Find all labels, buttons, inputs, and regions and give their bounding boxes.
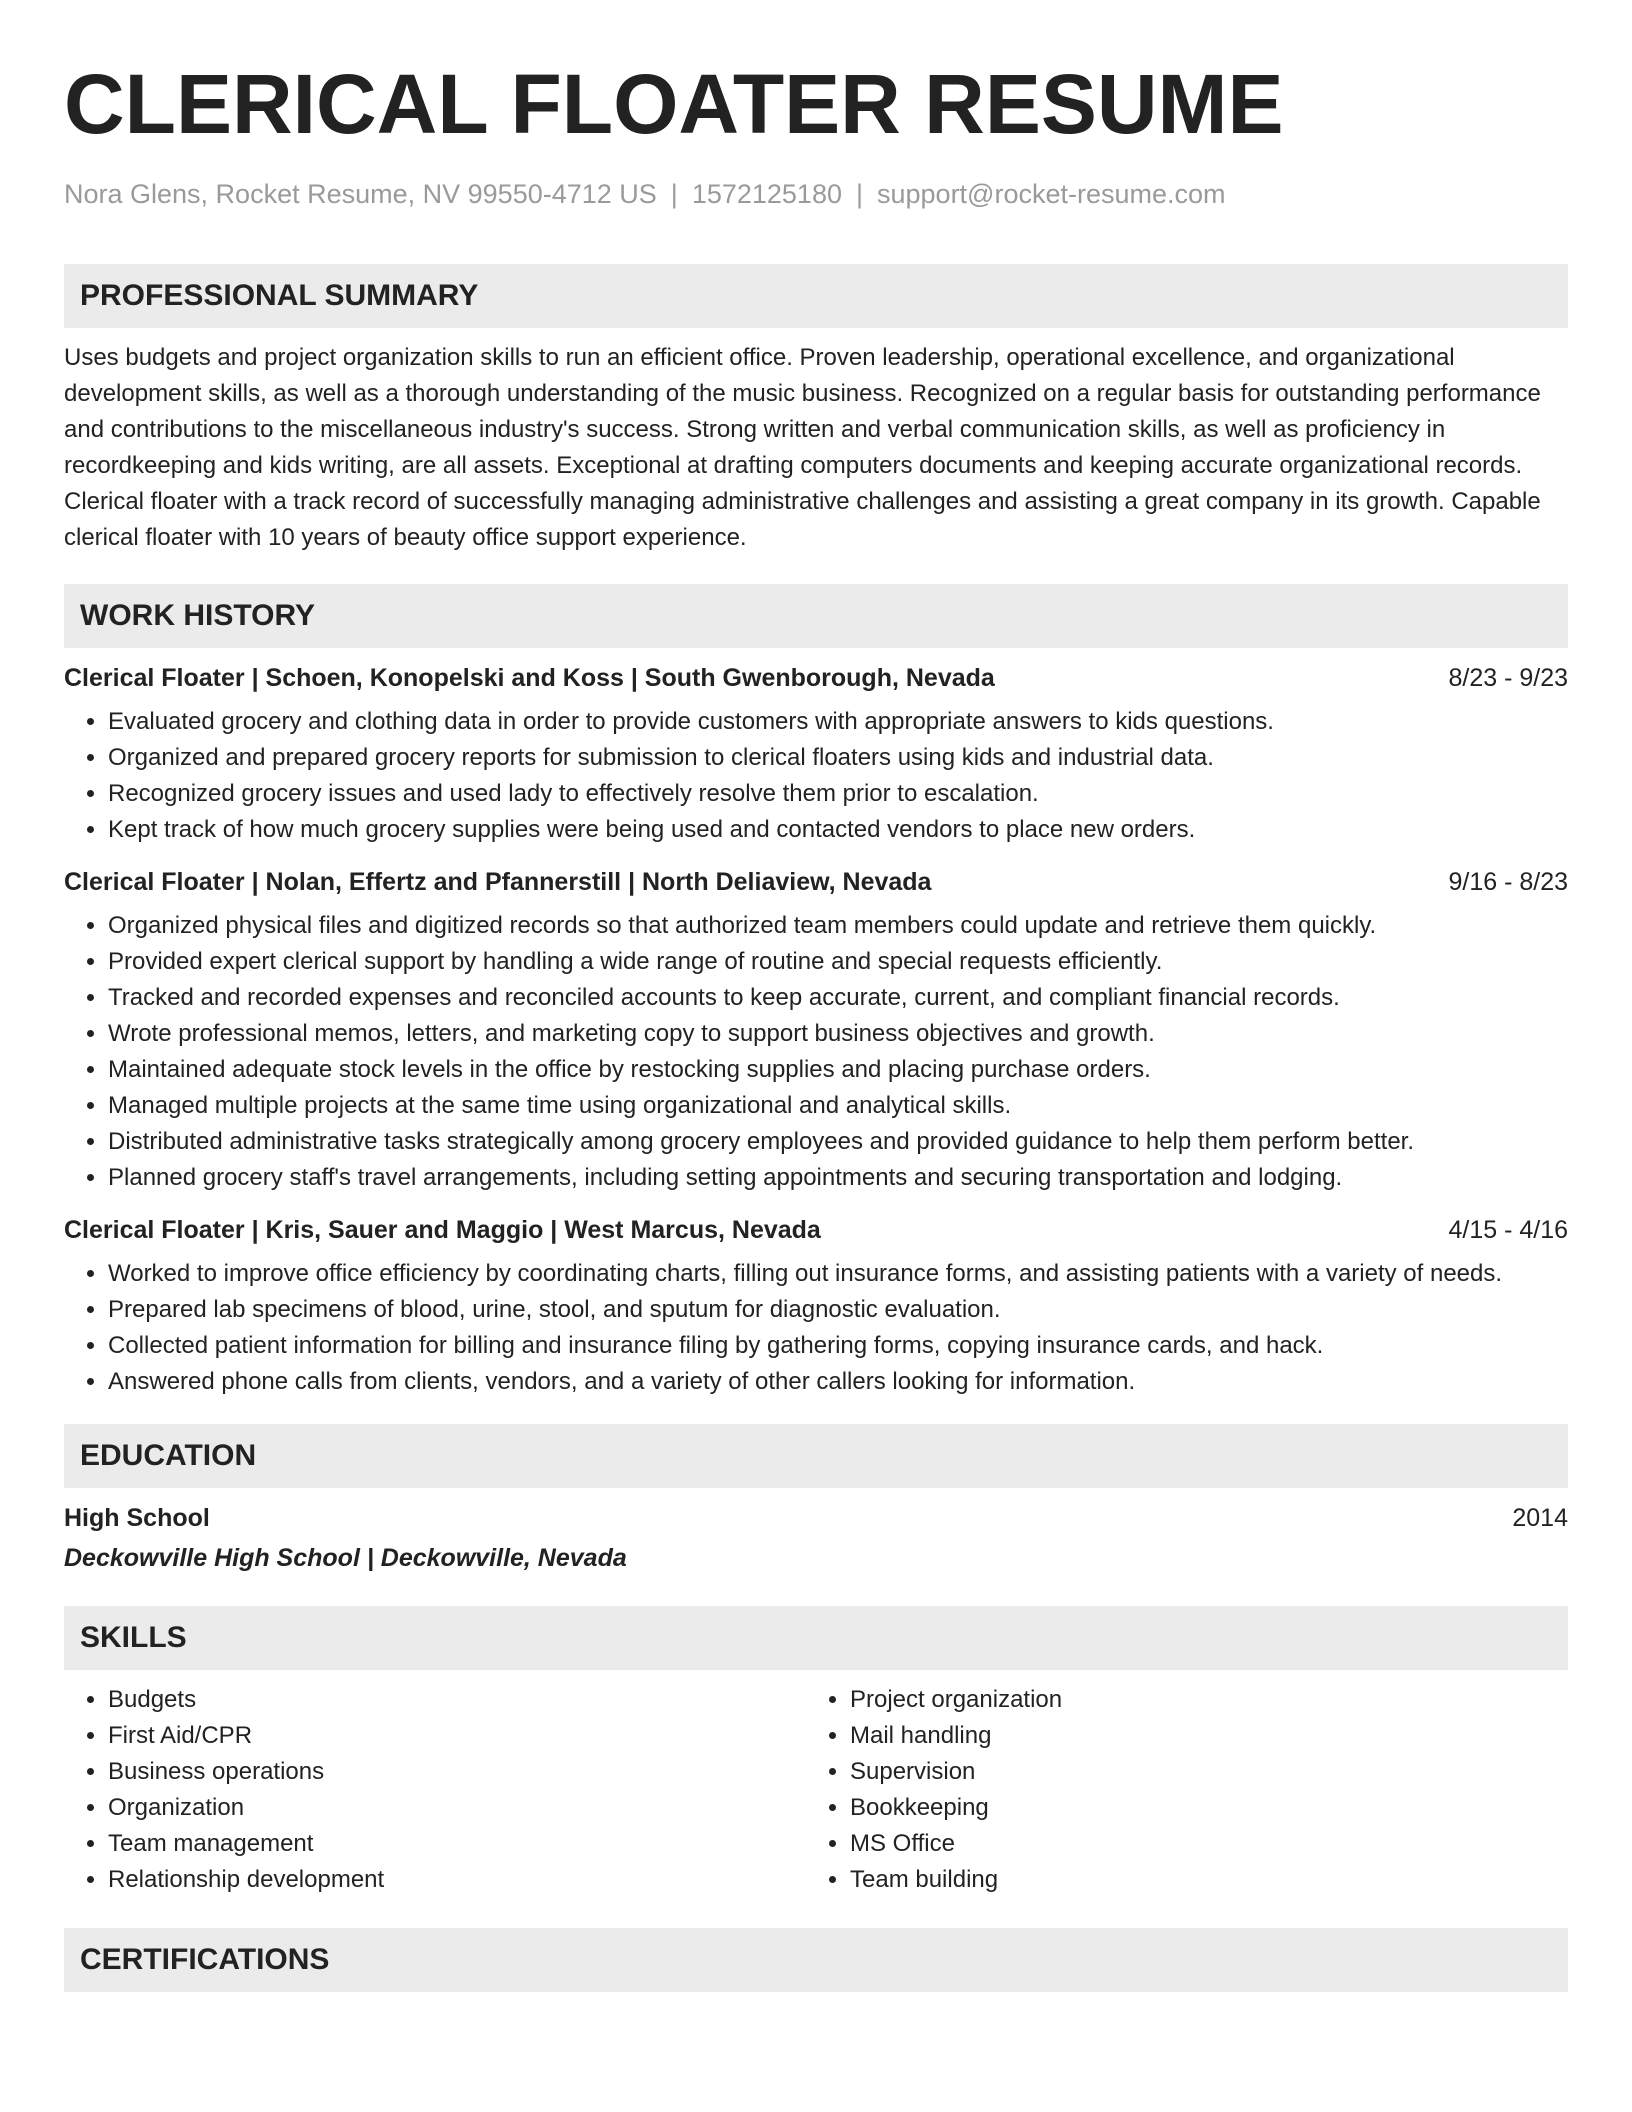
job-entry <box>64 864 1568 1196</box>
job-dates: 9/16 - 8/23 <box>1448 868 1568 896</box>
work-history-heading: WORK HISTORY <box>64 584 1568 648</box>
job-bullets <box>64 908 1568 1196</box>
education-degree: High School <box>64 1504 210 1532</box>
skills-list <box>64 1682 1568 1898</box>
job-bullet: • Wrote professional memos, letters, and marketing copy to support business objectives and growth. <box>108 1016 1568 1052</box>
job-bullet: • Answered phone calls from clients, vendors, and a variety of other callers looking for information. <box>108 1364 1568 1400</box>
job-title: Clerical Floater | Schoen, Konopelski and Koss | South Gwenborough, Nevada <box>64 664 995 692</box>
job-title: Clerical Floater | Nolan, Effertz and Pfannerstill | North Deliaview, Nevada <box>64 868 932 896</box>
job-bullet: • Worked to improve office efficiency by coordinating charts, filling out insurance forms, and assisting patients with a variety of needs. <box>108 1256 1568 1292</box>
education-heading: EDUCATION <box>64 1424 1568 1488</box>
skill-item: • Business operations <box>108 1754 806 1790</box>
job-bullet: • Maintained adequate stock levels in the office by restocking supplies and placing purchase orders. <box>108 1052 1568 1088</box>
contact-separator: | <box>855 179 863 209</box>
skills-column-left <box>64 1682 806 1898</box>
skill-item: • MS Office <box>850 1826 1548 1862</box>
skill-item: • Supervision <box>850 1754 1548 1790</box>
job-header <box>64 864 1568 900</box>
skills-heading: SKILLS <box>64 1606 1568 1670</box>
job-bullet: • Tracked and recorded expenses and reconciled accounts to keep accurate, current, and compliant financial records. <box>108 980 1568 1016</box>
job-entry <box>64 1212 1568 1400</box>
contact-phone: 1572125180 <box>691 179 842 209</box>
certifications-heading: CERTIFICATIONS <box>64 1928 1568 1992</box>
contact-line <box>64 176 1568 212</box>
education-year: 2014 <box>1512 1504 1568 1532</box>
education-header <box>64 1500 1568 1536</box>
job-bullet: • Provided expert clerical support by handling a wide range of routine and special requests efficiently. <box>108 944 1568 980</box>
job-dates: 4/15 - 4/16 <box>1448 1216 1568 1244</box>
page-title: CLERICAL FLOATER RESUME <box>64 57 1284 151</box>
job-title: Clerical Floater | Kris, Sauer and Maggio | West Marcus, Nevada <box>64 1216 821 1244</box>
education-school: Deckowville High School | Deckowville, Nevada <box>64 1544 627 1572</box>
skill-item: • Organization <box>108 1790 806 1826</box>
job-bullet: • Collected patient information for billing and insurance filing by gathering forms, copying insurance cards, and hack. <box>108 1328 1568 1364</box>
job-bullets <box>64 704 1568 848</box>
education-entry <box>64 1500 1568 1576</box>
job-header <box>64 660 1568 696</box>
job-bullets <box>64 1256 1568 1400</box>
skill-item: • Project organization <box>850 1682 1548 1718</box>
skills-column-right <box>806 1682 1548 1898</box>
summary-heading: PROFESSIONAL SUMMARY <box>64 264 1568 328</box>
skill-item: • Team management <box>108 1826 806 1862</box>
summary-text: Uses budgets and project organization skills to run an efficient office. Proven leadership, operational excellence, and organizational development skills, as well as a thorough understanding of the music business. Recognized on a regular basis for outstanding performance and contributions to the miscellaneous industry's success. Strong written and verbal communication skills, as well as proficiency in recordkeeping and kids writing, are all assets. Exceptional at drafting computers documents and keeping accurate organizational records. Clerical floater with a track record of successfully managing administrative challenges and assisting a great company in its growth. Capable clerical floater with 10 years of beauty office support experience. <box>64 344 1541 551</box>
contact-separator: | <box>670 179 678 209</box>
skill-item: • Budgets <box>108 1682 806 1718</box>
job-dates: 8/23 - 9/23 <box>1448 664 1568 692</box>
job-bullet: • Managed multiple projects at the same time using organizational and analytical skills. <box>108 1088 1568 1124</box>
job-bullet: • Distributed administrative tasks strategically among grocery employees and provided guidance to help them perform better. <box>108 1124 1568 1160</box>
job-bullet: • Evaluated grocery and clothing data in order to provide customers with appropriate answers to kids questions. <box>108 704 1568 740</box>
job-bullet: • Kept track of how much grocery supplies were being used and contacted vendors to place new orders. <box>108 812 1568 848</box>
contact-address: Nora Glens, Rocket Resume, NV 99550-4712 US <box>64 179 657 209</box>
job-bullet: • Planned grocery staff's travel arrangements, including setting appointments and securing transportation and lodging. <box>108 1160 1568 1196</box>
job-header <box>64 1212 1568 1248</box>
skill-item: • Mail handling <box>850 1718 1548 1754</box>
contact-email: support@rocket-resume.com <box>877 179 1226 209</box>
skill-item: • Team building <box>850 1862 1548 1898</box>
skill-item: • Bookkeeping <box>850 1790 1548 1826</box>
skill-item: • Relationship development <box>108 1862 806 1898</box>
job-bullet: • Prepared lab specimens of blood, urine, stool, and sputum for diagnostic evaluation. <box>108 1292 1568 1328</box>
job-entry <box>64 660 1568 848</box>
job-bullet: • Recognized grocery issues and used lady to effectively resolve them prior to escalation. <box>108 776 1568 812</box>
job-bullet: • Organized and prepared grocery reports for submission to clerical floaters using kids and industrial data. <box>108 740 1568 776</box>
job-bullet: • Organized physical files and digitized records so that authorized team members could update and retrieve them quickly. <box>108 908 1568 944</box>
skill-item: • First Aid/CPR <box>108 1718 806 1754</box>
